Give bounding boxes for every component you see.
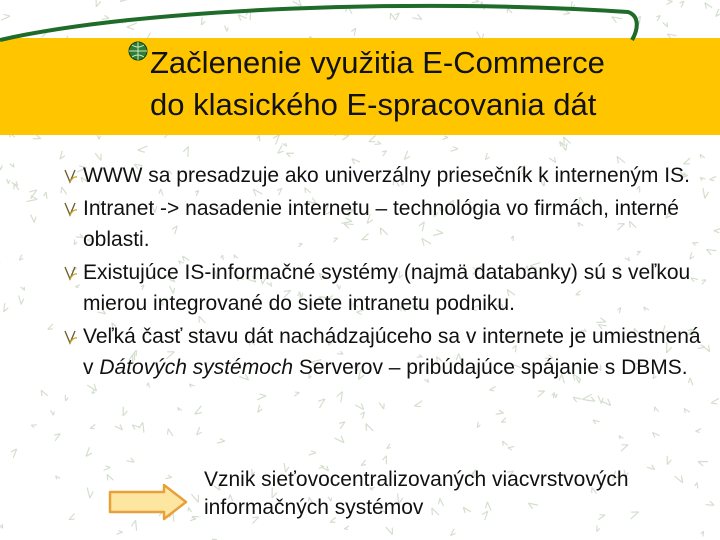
pattern-leaf: [318, 399, 325, 408]
pattern-leaf: [10, 164, 14, 168]
pattern-leaf: [369, 135, 376, 141]
pattern-leaf: [695, 482, 698, 488]
title-line-2: do klasického E-spracovania dát: [150, 87, 597, 122]
pattern-leaf: [703, 188, 709, 198]
pattern-leaf: [382, 456, 386, 465]
bullet-text-after: Serverov – pribúdajúce spájanie s DBMS.: [293, 356, 688, 379]
pattern-leaf: [183, 146, 188, 156]
pattern-leaf: [21, 287, 25, 291]
pattern-leaf: [115, 424, 123, 429]
pattern-leaf: [123, 407, 127, 416]
pattern-leaf: [564, 137, 571, 144]
globe-icon: [127, 40, 149, 62]
pattern-leaf: [197, 427, 202, 435]
pattern-leaf: [19, 255, 23, 261]
bullet-item: [62, 257, 702, 319]
bullet-text: [83, 321, 702, 383]
pattern-leaf: [344, 526, 349, 530]
pattern-leaf: [44, 192, 47, 199]
pattern-leaf: [414, 401, 422, 407]
pattern-leaf: [282, 143, 286, 146]
pattern-leaf: [31, 425, 37, 428]
pattern-leaf: [621, 445, 628, 452]
conclusion-line-1: Vznik sieťovocentralizovaných viacvrstvových: [204, 468, 629, 491]
pattern-leaf: [132, 425, 139, 430]
pattern-leaf: [386, 527, 393, 534]
pattern-leaf: [538, 391, 545, 397]
pattern-leaf: [698, 461, 708, 466]
pattern-leaf: [379, 402, 384, 409]
pattern-leaf: [65, 395, 68, 401]
pattern-leaf: [117, 531, 123, 535]
bullet-list: [62, 160, 702, 385]
pattern-leaf: [573, 397, 582, 402]
pattern-leaf: [286, 153, 294, 156]
pattern-leaf: [489, 386, 495, 390]
pattern-leaf: [361, 460, 366, 466]
pattern-leaf: [337, 392, 343, 403]
pattern-leaf: [667, 456, 671, 465]
pattern-leaf: [166, 475, 172, 478]
title-line-1: Začlenenie využitia E-Commerce: [150, 45, 605, 80]
bullet-text-italic: Dátových systémoch: [99, 356, 294, 379]
pattern-leaf: [178, 407, 182, 410]
pattern-leaf: [51, 410, 55, 415]
pattern-leaf: [598, 396, 603, 404]
pattern-leaf: [451, 529, 456, 536]
pattern-leaf: [294, 392, 299, 396]
pattern-leaf: [342, 135, 349, 140]
pattern-leaf: [366, 424, 373, 431]
pattern-leaf: [653, 432, 660, 437]
pattern-leaf: [702, 280, 706, 285]
pattern-leaf: [339, 422, 345, 429]
pattern-leaf: [508, 447, 514, 450]
pattern-leaf: [709, 176, 716, 180]
pattern-leaf: [552, 393, 555, 398]
pattern-leaf: [654, 407, 658, 412]
pattern-leaf: [131, 520, 136, 530]
pattern-leaf: [355, 403, 363, 409]
pattern-leaf: [41, 390, 47, 396]
pattern-leaf: [597, 525, 600, 531]
right-arrow-icon: [108, 483, 188, 521]
leaf-icon: [62, 265, 78, 281]
pattern-leaf: [69, 513, 75, 519]
leaf-icon: [62, 201, 78, 217]
conclusion-text: [204, 466, 629, 522]
pattern-leaf: [485, 153, 489, 160]
leaf-icon: [62, 329, 78, 345]
leaf-icon: [62, 168, 78, 184]
pattern-leaf: [90, 424, 95, 428]
pattern-leaf: [11, 449, 17, 458]
bullet-item: [62, 193, 702, 255]
bullet-item: [62, 321, 702, 383]
pattern-leaf: [706, 249, 716, 254]
bullet-text: Intranet -> nasadenie internetu – technológia vo firmách, interné oblasti.: [83, 197, 679, 251]
pattern-leaf: [217, 439, 225, 443]
pattern-leaf: [477, 422, 480, 428]
pattern-leaf: [0, 524, 3, 529]
pattern-leaf: [56, 476, 61, 480]
pattern-leaf: [104, 466, 111, 470]
pattern-leaf: [374, 141, 381, 144]
pattern-leaf: [167, 429, 172, 436]
pattern-leaf: [442, 136, 448, 140]
pattern-leaf: [191, 494, 198, 502]
pattern-leaf: [258, 405, 263, 413]
pattern-leaf: [675, 476, 683, 483]
bullet-text: Existujúce IS-informačné systémy (najmä databanky) sú s veľkou mierou integrované do siete intranetu podniku.: [83, 261, 691, 315]
pattern-leaf: [190, 517, 196, 521]
pattern-leaf: [382, 151, 386, 156]
pattern-leaf: [107, 474, 113, 480]
pattern-leaf: [188, 507, 191, 512]
pattern-leaf: [309, 451, 316, 455]
pattern-leaf: [451, 147, 459, 152]
pattern-leaf: [711, 398, 719, 404]
pattern-leaf: [501, 418, 506, 423]
pattern-leaf: [714, 228, 720, 233]
pattern-leaf: [138, 146, 148, 152]
pattern-leaf: [273, 135, 280, 145]
pattern-leaf: [48, 324, 53, 329]
pattern-leaf: [619, 436, 623, 439]
pattern-leaf: [4, 303, 9, 312]
pattern-leaf: [257, 135, 260, 141]
pattern-leaf: [582, 394, 591, 401]
pattern-leaf: [700, 154, 705, 158]
pattern-leaf: [647, 465, 655, 470]
bullet-text: WWW sa presadzuje ako univerzálny priesečník k interneným IS.: [83, 164, 690, 187]
pattern-leaf: [195, 406, 202, 414]
pattern-leaf: [257, 394, 266, 400]
pattern-leaf: [19, 296, 24, 305]
pattern-leaf: [33, 135, 41, 139]
pattern-leaf: [387, 444, 391, 449]
pattern-leaf: [502, 441, 507, 446]
pattern-leaf: [335, 436, 345, 443]
pattern-leaf: [87, 488, 93, 499]
pattern-leaf: [31, 215, 36, 223]
pattern-leaf: [701, 531, 704, 536]
pattern-leaf: [360, 412, 364, 419]
pattern-leaf: [631, 512, 639, 519]
pattern-leaf: [60, 151, 65, 159]
pattern-leaf: [139, 422, 144, 432]
pattern-leaf: [404, 151, 410, 160]
pattern-leaf: [86, 447, 92, 456]
pattern-leaf: [684, 408, 690, 413]
pattern-leaf: [696, 429, 702, 433]
conclusion-line-2: informačných systémov: [204, 496, 424, 519]
pattern-leaf: [54, 434, 60, 441]
bullet-text-before: Veľká časť stavu dát nachádzajúceho sa v internete je umiestnená v: [83, 325, 701, 379]
pattern-leaf: [278, 145, 284, 153]
pattern-leaf: [593, 420, 600, 424]
pattern-leaf: [0, 163, 2, 170]
pattern-leaf: [496, 410, 504, 414]
pattern-leaf: [706, 501, 715, 505]
pattern-leaf: [7, 179, 10, 184]
slide-title: [150, 42, 720, 126]
bullet-item: [62, 160, 702, 191]
pattern-leaf: [126, 458, 134, 462]
